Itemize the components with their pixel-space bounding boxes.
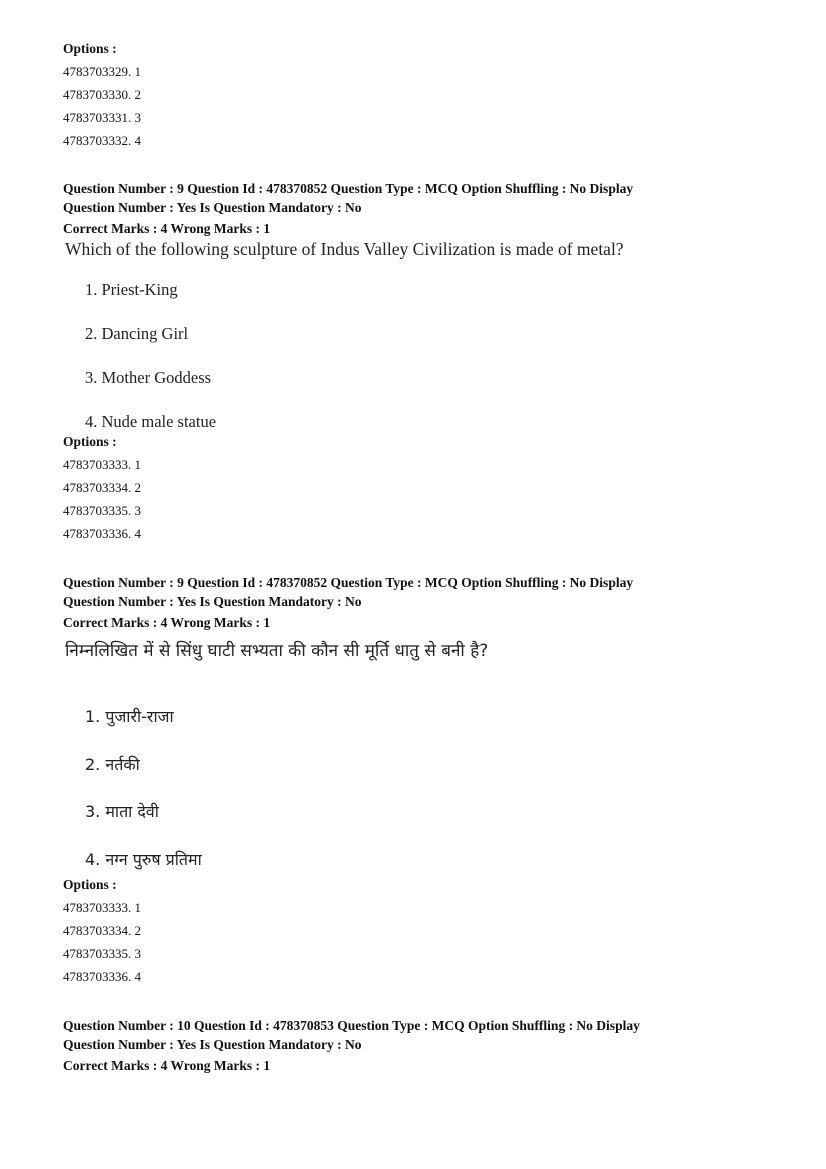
option-id-list <box>63 896 141 988</box>
choice-1: 1. Priest-King <box>85 280 178 299</box>
choice-2-hindi: 2. नर्तकी <box>85 755 140 774</box>
choice-3: 3. Mother Goddess <box>85 368 212 387</box>
choice-4: 4. Nude male statue <box>85 412 217 431</box>
option-id: 4783703335. 3 <box>63 503 141 518</box>
options-label: Options : <box>63 41 117 56</box>
question-meta-2 <box>63 573 633 632</box>
question-meta-line: Question Number : Yes Is Question Mandatory : No <box>63 594 362 609</box>
options-label: Options : <box>63 877 117 892</box>
question-meta-line: Question Number : 10 Question Id : 478370853 Question Type : MCQ Option Shuffling : No Display <box>63 1018 640 1033</box>
options-block-0 <box>63 40 141 152</box>
marks-line: Correct Marks : 4 Wrong Marks : 1 <box>63 1058 271 1073</box>
option-id: 4783703334. 2 <box>63 923 141 938</box>
option-id: 4783703329. 1 <box>63 64 141 79</box>
option-id-list <box>63 60 141 152</box>
option-id: 4783703333. 1 <box>63 900 141 915</box>
question-meta-1 <box>63 179 633 238</box>
question-meta-line: Question Number : 9 Question Id : 478370852 Question Type : MCQ Option Shuffling : No Display <box>63 181 634 196</box>
options-block-1 <box>63 433 141 545</box>
choice-1-hindi: 1. पुजारी-राजा <box>85 707 174 726</box>
choice-3-hindi: 3. माता देवी <box>85 802 159 821</box>
question-meta-3 <box>63 1016 640 1075</box>
option-id: 4783703330. 2 <box>63 87 141 102</box>
option-id: 4783703331. 3 <box>63 110 141 125</box>
options-label: Options : <box>63 434 117 449</box>
options-block-2 <box>63 876 141 988</box>
option-id: 4783703336. 4 <box>63 526 141 541</box>
marks-line: Correct Marks : 4 Wrong Marks : 1 <box>63 221 271 236</box>
option-id: 4783703336. 4 <box>63 969 141 984</box>
option-id: 4783703332. 4 <box>63 133 141 148</box>
option-id-list <box>63 453 141 545</box>
choice-2: 2. Dancing Girl <box>85 324 189 343</box>
question-text-hindi: निम्नलिखित में से सिंधु घाटी सभ्यता की कौन सी मूर्ति धातु से बनी है? <box>65 641 489 661</box>
marks-line: Correct Marks : 4 Wrong Marks : 1 <box>63 615 271 630</box>
question-meta-line: Question Number : Yes Is Question Mandatory : No <box>63 1037 362 1052</box>
option-id: 4783703333. 1 <box>63 457 141 472</box>
option-id: 4783703335. 3 <box>63 946 141 961</box>
option-id: 4783703334. 2 <box>63 480 141 495</box>
choice-4-hindi: 4. नग्न पुरुष प्रतिमा <box>85 850 202 869</box>
question-meta-line: Question Number : 9 Question Id : 478370852 Question Type : MCQ Option Shuffling : No Display <box>63 575 634 590</box>
question-text: Which of the following sculpture of Indus Valley Civilization is made of metal? <box>65 239 624 259</box>
question-meta-line: Question Number : Yes Is Question Mandatory : No <box>63 200 362 215</box>
